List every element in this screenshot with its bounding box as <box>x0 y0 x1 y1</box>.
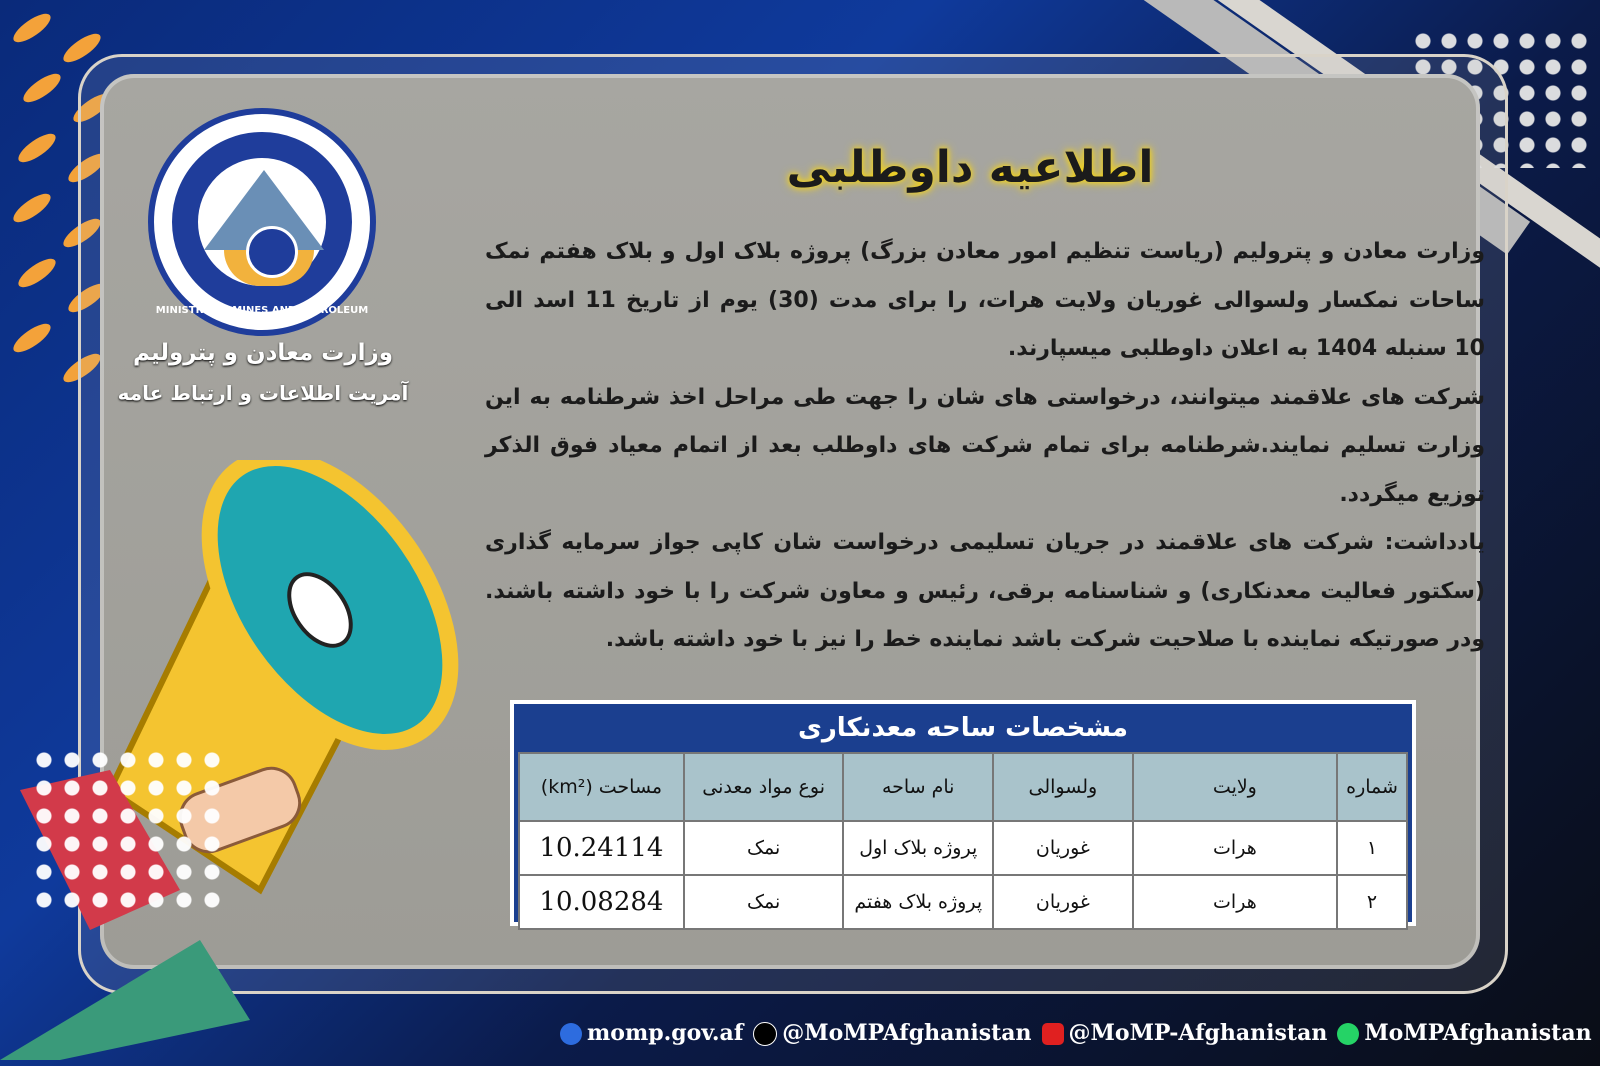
table-cell: هرات <box>1133 821 1337 875</box>
column-header: شماره <box>1337 753 1407 821</box>
column-header: نام ساحه <box>843 753 993 821</box>
table-cell: هرات <box>1133 875 1337 929</box>
table-cell: 10.08284 <box>519 875 684 929</box>
table-cell: 10.24114 <box>519 821 684 875</box>
logo-text: MINISTRY OF MINES AND PETROLEUM <box>155 305 369 316</box>
decor-dots <box>30 746 230 916</box>
column-header: نوع مواد معدنی <box>684 753 844 821</box>
table-row <box>519 875 1407 929</box>
column-header: مساحت (km²) <box>519 753 684 821</box>
table-cell: پروژه بلاک هفتم <box>843 875 993 929</box>
table-cell: ۲ <box>1337 875 1407 929</box>
announcement-note <box>485 519 1485 665</box>
table-cell: نمک <box>684 875 844 929</box>
hammer-pick-icon <box>246 226 298 278</box>
website-link[interactable]: momp.gov.af <box>560 1020 743 1046</box>
youtube-icon <box>1042 1023 1064 1045</box>
table-cell: ۱ <box>1337 821 1407 875</box>
youtube-link[interactable]: @MoMP-Afghanistan <box>1042 1020 1328 1046</box>
x-link[interactable]: @MoMPAfghanistan <box>753 1020 1031 1046</box>
announcement-paragraph: شرکت های علاقمند میتوانند، درخواستی های شان را جهت طی مراحل اخذ شرطنامه به این وزارت تسلیم نمایند.شرطنامه برای تمام شرکت های داوطلب بعد از اتمام معیاد فوق الذکر توزیع میگردد. <box>485 384 1485 507</box>
mining-area-table <box>510 700 1416 926</box>
announcement-body <box>485 228 1485 665</box>
column-header: ولایت <box>1133 753 1337 821</box>
x-logo-icon <box>753 1022 777 1046</box>
data-table <box>518 752 1408 930</box>
note-label: یادداشت: <box>1384 530 1485 555</box>
globe-icon <box>560 1023 582 1045</box>
table-row <box>519 821 1407 875</box>
whatsapp-link[interactable]: MoMPAfghanistan <box>1337 1020 1591 1046</box>
ministry-logo <box>148 108 376 336</box>
announcement-paragraph: وزارت معادن و پترولیم (ریاست تنظیم امور معادن بزرگ) پروژه بلاک اول و بلاک هفتم نمک ساحات نمکسار ولسوالی غوریان ولایت هرات، را برای مدت (30) یوم از تاریخ 11 اسد الی 10 سنبله 1404 به اعلان داوطلبی میسپارند. <box>485 239 1485 361</box>
note-text: شرکت های علاقمند در جریان تسلیمی درخواست شان کاپی جواز سرمایه گذاری (سکتور فعالیت معدنکاری) و شناسنامه برقی، رئیس و معاون شرکت را با خود داشته باشند. ودر صورتیکه نماینده با صلاحیت شرکت باشد نماینده خط را نیز با خود داشته باشد. <box>485 530 1485 652</box>
column-header: ولسوالی <box>993 753 1133 821</box>
table-cell: غوریان <box>993 875 1133 929</box>
table-cell: غوریان <box>993 821 1133 875</box>
whatsapp-icon <box>1337 1023 1359 1045</box>
table-cell: پروژه بلاک اول <box>843 821 993 875</box>
page-title: اطلاعیه داوطلبی <box>786 142 1154 193</box>
table-cell: نمک <box>684 821 844 875</box>
social-footer <box>560 1014 1592 1052</box>
org-department: آمریت اطلاعات و ارتباط عامه <box>117 381 409 405</box>
org-name: وزارت معادن و پترولیم <box>132 340 394 366</box>
table-title: مشخصات ساحه معدنکاری <box>798 713 1128 743</box>
table-header-row <box>519 753 1407 821</box>
